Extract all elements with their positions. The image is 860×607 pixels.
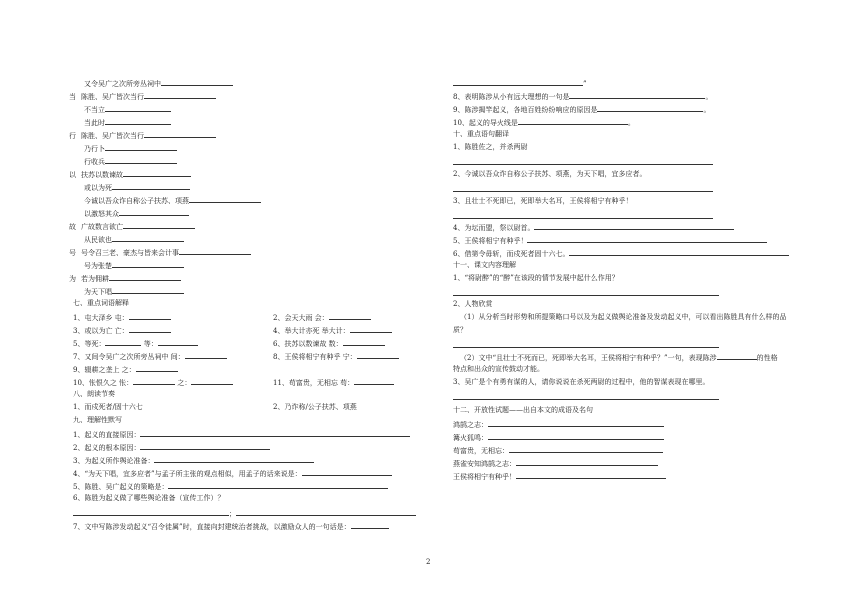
word-line: 从民欲也	[84, 234, 184, 245]
answer-line	[453, 211, 713, 222]
question-line: 3、吴广是个有勇有谋的人，请你说说在杀死两尉的过程中，他的智谋表现在哪里。	[453, 378, 710, 386]
question-line: 4、“为天下唱，宜多应者”与孟子所主张的观点相似，用孟子的话来说是：	[73, 468, 392, 479]
question-line: （2）文中“且壮士不死而已，死即举大名耳，王侯将相宁有种乎？”一句，表现陈涉 的性格	[460, 354, 778, 362]
question-line: 1、屯大泽乡 屯：	[73, 312, 171, 323]
question-line: 5、等死： 等：	[73, 338, 198, 349]
word-line: 乃行卜	[84, 143, 177, 154]
word-line: 今诚以吾众诈自称公子扶苏、项燕	[84, 195, 261, 206]
question-line: 2、人物欣赏	[453, 300, 493, 308]
section-heading: 十一、课文内容理解	[453, 261, 516, 269]
question-line: 1、起义的直接原因：	[73, 429, 410, 440]
question-line: 9、辍耕之垄上 之：	[73, 364, 178, 375]
question-line: 鸿鹄之志：	[453, 419, 664, 430]
question-line: 4、举大计亦死 举大计：	[273, 325, 392, 336]
question-line: 9、陈涉揭竿起义，各地百姓纷纷响应的原因是 。	[453, 106, 711, 114]
word-line: 以激怒其众	[84, 208, 189, 219]
question-line: 7、又间令吴广之次所旁丛祠中 间：	[73, 351, 227, 362]
question-line: 篝火狐鸣：	[453, 432, 664, 443]
question-line: 2、今诚以吾众诈自称公子扶苏、项燕，为天下唱，宜多应者。	[453, 170, 647, 178]
answer-line: ”	[453, 78, 587, 89]
question-line: 王侯将相宁有种乎！	[453, 471, 666, 482]
section-heading: 十二、开放性试题——出自本文的成语及名句	[453, 406, 593, 414]
question-line: 2、乃诈称/公子扶苏、项燕	[273, 403, 357, 411]
question-line: 质？	[453, 326, 467, 334]
word-line: 不当立	[84, 104, 171, 115]
question-line: 1、而戍死者/固十六七	[73, 403, 143, 411]
word-line: 为天下唱	[84, 286, 184, 297]
question-line: 燕雀安知鸿鹄之志：	[453, 458, 658, 469]
answer-line	[453, 392, 719, 403]
question-line: 3、且壮士不死即已，死即举大名耳，王侯将相宁有种乎！	[453, 197, 633, 205]
word-line: 或以为死	[84, 182, 190, 193]
question-line: 3、或以为亡 亡：	[73, 325, 171, 336]
question-line: 苟富贵，无相忘：	[453, 445, 663, 456]
question-line: 6、陈胜为起义做了哪些舆论准备（宣传工作）？	[73, 494, 225, 502]
question-line: （1）从分析当时形势和所提策略口号以及为起义做舆论准备及发动起义中，可以看出陈胜具有什么样的品	[460, 313, 787, 321]
word-line: 故 广故数言欲亡	[69, 221, 195, 232]
question-line: 特点和出众的宣传鼓动才能。	[453, 365, 544, 373]
question-line: 8、王侯将相宁有种乎 宁：	[273, 351, 399, 362]
question-line: 6、借第令毋斩，而戍死者固十六七。	[453, 248, 789, 259]
question-line: 1、“将尉醉”的“醉”在该段的情节发展中起什么作用？	[453, 274, 619, 282]
section-heading: 十、重点语句翻译	[453, 130, 509, 138]
word-line: 以 扶苏以数谏故	[69, 169, 191, 180]
question-line: 6、扶苏以数谏故 数：	[273, 338, 385, 349]
page-number: 2	[426, 558, 431, 566]
question-line: 2、起义的根本原因：	[73, 442, 270, 453]
question-line: 5、陈胜、吴广起义的策略是：	[73, 481, 388, 492]
word-line: 当 陈胜、吴广皆次当行	[69, 91, 216, 102]
question-line: 2、会天大雨 会：	[273, 312, 371, 323]
word-line: 号为张楚	[84, 260, 184, 271]
question-line: 10、起义的导火线是 。	[453, 119, 635, 127]
word-line: 为 若为佣耕	[69, 273, 181, 284]
section-heading: 七、重点词语解释	[73, 299, 129, 307]
section-heading: 八、朗读节奏	[73, 390, 115, 398]
question-line: 10、怅恨久之 怅： 之：	[73, 377, 233, 388]
word-line: 当此时	[84, 117, 171, 128]
section-heading: 九、理解性默写	[73, 416, 122, 424]
answer-line	[453, 184, 713, 195]
question-line: 8、表明陈涉从小有远大理想的一句是 。	[453, 93, 713, 101]
question-line: 1、陈胜佐之，并杀两尉	[453, 143, 528, 151]
word-line: 行 陈胜、吴广皆次当行	[69, 130, 216, 141]
answer-line: ；	[73, 508, 416, 519]
question-line: 11、苟富贵，无相忘 苟：	[273, 377, 394, 388]
answer-line	[453, 288, 719, 299]
question-line: 7、文中写陈涉发动起义“召令徒属”时，直接向封建统治者挑战，以激励众人的一句话是：	[73, 521, 389, 532]
question-line: 5、王侯将相宁有种乎！	[453, 235, 767, 246]
answer-line	[453, 340, 719, 351]
question-line: 4、为坛而盟，祭以尉首。	[453, 222, 734, 233]
answer-line	[453, 157, 713, 168]
word-line: 又令吴广之次所旁丛祠中	[84, 78, 233, 89]
word-line: 号 号令召三老、豪杰与皆来会计事	[69, 247, 251, 258]
question-line: 3、为起义所作舆论准备：	[73, 455, 314, 466]
word-line: 行收兵	[84, 156, 177, 167]
